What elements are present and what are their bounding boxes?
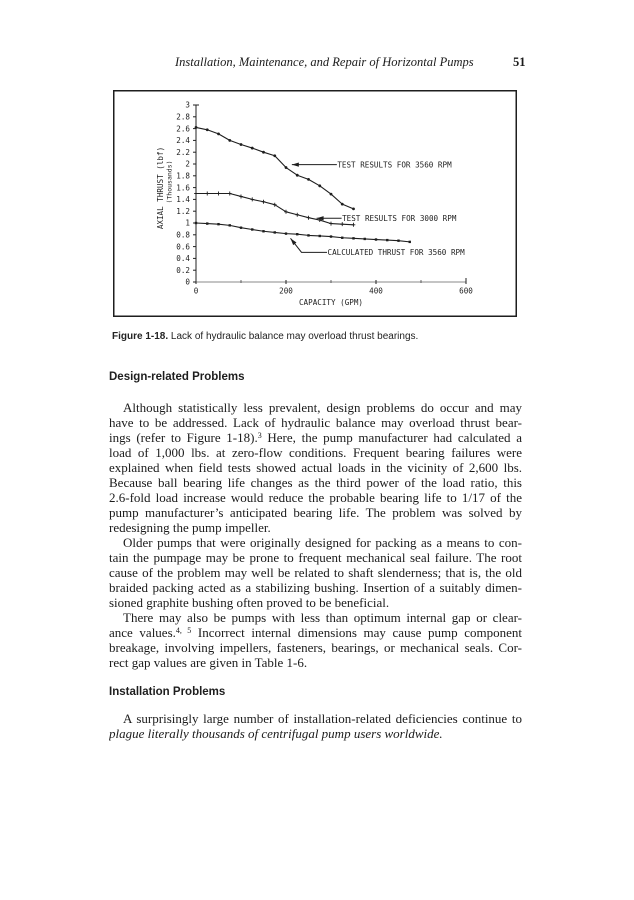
footnote-ref: 4, 5 (175, 625, 192, 635)
series-line-test-results-for-3560-rpm (196, 127, 354, 208)
x-tick-label: 0 (193, 286, 199, 296)
y-tick-label: 1.6 (176, 183, 190, 193)
data-point (341, 237, 343, 239)
data-point (274, 231, 276, 233)
data-point (285, 166, 288, 169)
x-tick-label: 200 (279, 286, 293, 296)
paragraph (109, 711, 522, 741)
y-tick-label: 2 (185, 159, 190, 169)
data-point (409, 241, 411, 243)
data-point (352, 207, 355, 210)
footnote-ref: 3 (257, 430, 262, 440)
data-point (318, 184, 321, 187)
body-line: plague literally thousands of centrifugal pump users worldwide. (109, 725, 443, 741)
line-text: Incorrect internal dimensions may cause pump component (191, 624, 522, 640)
data-point (364, 238, 366, 240)
paragraph (109, 535, 522, 610)
data-point (206, 128, 209, 131)
series-line-test-results-for-3000-rpm (196, 194, 354, 225)
y-tick-label: 1.2 (176, 206, 190, 216)
ticks (176, 101, 473, 296)
x-axis-label: CAPACITY (GPM) (298, 298, 364, 307)
y-tick-label: 2.6 (176, 124, 190, 134)
body-line: breakage, involving impellers, fasteners, bearings, or mechanical seals. Cor- (109, 639, 522, 655)
section-body (109, 400, 522, 670)
data-point (195, 222, 197, 224)
data-point (295, 213, 299, 217)
data-point (262, 230, 264, 232)
data-point (329, 222, 333, 226)
y-tick-label: 2.8 (176, 112, 190, 122)
figure-caption-text: Lack of hydraulic balance may overload thrust bearings. (170, 331, 419, 342)
x-tick-label: 400 (369, 286, 383, 296)
figure-caption (112, 331, 418, 343)
y-tick-label: 1.4 (176, 195, 190, 205)
line-text: ings (refer to Figure 1-18). (109, 429, 258, 445)
figure-label: Figure 1-18. (112, 331, 169, 342)
data-point (307, 178, 310, 181)
data-point (352, 223, 356, 227)
data-point (205, 192, 209, 196)
body-line: redesigning the pump impeller. (109, 519, 271, 535)
annotations (291, 160, 466, 257)
data-point (217, 192, 221, 196)
section-heading: Design-related Problems (109, 371, 245, 383)
paragraph (109, 610, 522, 670)
body-line: rect gap values are given in Table 1-6. (109, 654, 308, 670)
data-point (250, 197, 254, 201)
y-axis-label: AXIAL THRUST (lbf) (156, 146, 165, 230)
y-tick-label: 2.4 (176, 136, 190, 146)
body-line: sioned graphite bushing often proved to be beneficial. (109, 594, 390, 610)
body-line: load of 1,000 lbs. at zero-flow conditions. Frequent bearing failures were (109, 444, 522, 460)
data-point (251, 228, 253, 230)
annotation-leader-line (291, 238, 328, 252)
body-line (109, 430, 522, 445)
body-line: 2.6-fold load increase would reduce the probable bearing life to 1/17 of the (109, 489, 522, 505)
data-point (217, 133, 220, 136)
data-point (307, 216, 311, 220)
data-point (239, 194, 243, 198)
data-point (307, 234, 309, 236)
data-point (229, 224, 231, 226)
page-number: 51 (513, 55, 526, 69)
body-line: A surprisingly large number of installation-related deficiencies continue to (123, 710, 522, 726)
data-point (296, 233, 298, 235)
figure-1-18 (113, 90, 517, 317)
thrust-vs-capacity-chart (113, 90, 517, 317)
y-tick-label: 0.4 (176, 254, 190, 264)
body-line: There may also be pumps with less than optimum internal gap or clear- (123, 609, 522, 625)
y-tick-label: 0.6 (176, 242, 190, 252)
y-tick-label: 1.8 (176, 171, 190, 181)
annotation-label: CALCULATED THRUST FOR 3560 RPM (327, 248, 465, 258)
data-point (240, 143, 243, 146)
data-point (251, 147, 254, 150)
data-point (319, 235, 321, 237)
series (194, 126, 411, 243)
x-tick-label: 600 (459, 286, 473, 296)
body-line: explained when field tests showed actual loads in the vicinity of 2,600 lbs. (109, 459, 522, 475)
line-text: Here, the pump manufacturer had calculated a (261, 429, 522, 445)
y-tick-label: 0 (185, 277, 190, 287)
y-tick-label: 3 (185, 100, 190, 110)
y-tick-label: 2.2 (176, 147, 190, 157)
data-point (375, 238, 377, 240)
data-point (195, 126, 198, 129)
body-line: pump manufacturer’s anticipated bearing life. The problem was solved by (109, 504, 522, 520)
y-tick-label: 1 (185, 218, 190, 228)
data-point (330, 235, 332, 237)
body-line: have to be addressed. Lack of hydraulic balance may overload thrust bear- (109, 414, 522, 430)
data-point (262, 200, 266, 204)
data-point (341, 203, 344, 206)
section-heading: Installation Problems (109, 686, 226, 698)
data-point (296, 174, 299, 177)
data-point (397, 240, 399, 242)
data-point (352, 237, 354, 239)
data-point (228, 192, 232, 196)
running-head: Installation, Maintenance, and Repair of Horizontal Pumps (175, 55, 474, 69)
series-line-calculated-thrust-for-3560-rpm (196, 223, 410, 242)
arrowhead-icon (292, 162, 299, 166)
data-point (262, 151, 265, 154)
data-point (240, 227, 242, 229)
data-point (217, 223, 219, 225)
data-point (228, 139, 231, 142)
y-axis-units-label: (Thousands) (165, 160, 174, 204)
body-line: Because ball bearing life changes as the third power of the load ratio, this (109, 474, 522, 490)
annotation-label: TEST RESULTS FOR 3560 RPM (337, 160, 452, 170)
body-line: tain the pumpage may be prone to frequent mechanical seal failure. The root (109, 549, 522, 565)
y-tick-label: 0.2 (176, 265, 190, 275)
y-tick-label: 0.8 (176, 230, 190, 240)
data-point (285, 232, 287, 234)
data-point (206, 222, 208, 224)
paragraph (109, 400, 522, 535)
body-line: Although statistically less prevalent, design problems do occur and may (123, 399, 522, 415)
data-point (273, 154, 276, 157)
section-body (109, 711, 522, 741)
line-text: ance values. (109, 624, 176, 640)
body-line: braided packing acted as a stabilizing bushing. Insertion of a suitably dimen- (109, 579, 522, 595)
body-line: Older pumps that were originally designed for packing as a means to con- (123, 534, 522, 550)
data-point (194, 192, 198, 196)
data-point (330, 193, 333, 196)
data-point (386, 239, 388, 241)
body-line: cause of the problem may well be related to shaft slenderness; that is, the old (109, 564, 522, 580)
annotation-label: TEST RESULTS FOR 3000 RPM (342, 213, 457, 223)
body-line (109, 625, 522, 640)
